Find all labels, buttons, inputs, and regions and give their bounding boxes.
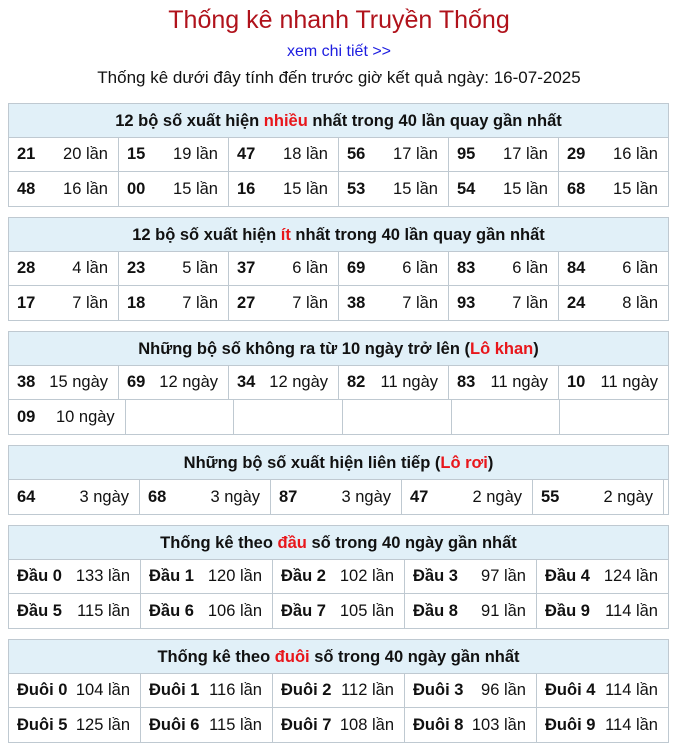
table-cell [449, 366, 559, 399]
section-title [9, 526, 668, 560]
empty-cell [234, 400, 343, 434]
section-title-pre: 12 bộ số xuất hiện [115, 112, 264, 130]
section-title-highlight: đuôi [274, 648, 310, 666]
table-cell [339, 286, 449, 320]
cell-number: Đuôi 9 [545, 715, 596, 734]
table-cell [119, 138, 229, 171]
cell-count: 18 lần [283, 145, 328, 163]
cell-count: 104 lần [75, 681, 130, 699]
table-cell [119, 366, 229, 399]
section-title-post: nhất trong 40 lần quay gần nhất [307, 112, 562, 130]
cell-count: 102 lần [339, 567, 394, 585]
section-title-post: nhất trong 40 lần quay gần nhất [290, 226, 545, 244]
table-cell [229, 366, 339, 399]
cell-number: 83 [457, 259, 476, 277]
cell-number: Đầu 6 [149, 601, 194, 620]
section-title-pre: Thống kê theo [157, 648, 275, 666]
cell-count: 7 lần [72, 293, 108, 312]
table-cell [339, 172, 449, 206]
cell-number: 93 [457, 293, 476, 312]
cell-number: 84 [567, 259, 586, 277]
table-row [9, 480, 668, 514]
cell-number: 23 [127, 259, 146, 277]
cell-count: 20 lần [63, 145, 108, 163]
table-cell [9, 172, 119, 206]
cell-number: 00 [127, 179, 146, 198]
cell-count: 115 lần [77, 601, 130, 620]
cell-count: 112 lần [341, 681, 394, 699]
cell-number: 87 [279, 487, 298, 506]
cell-number: 29 [567, 145, 586, 163]
cell-count: 11 ngày [380, 373, 438, 391]
cell-number: Đầu 9 [545, 601, 590, 620]
cell-number: 47 [410, 487, 429, 506]
cell-count: 114 lần [605, 601, 658, 620]
table-cell [229, 138, 339, 171]
table-cell [229, 252, 339, 285]
section-title [9, 446, 668, 480]
cell-number: 27 [237, 293, 256, 312]
cell-number: Đuôi 6 [149, 715, 200, 734]
cell-count: 8 lần [622, 293, 658, 312]
cell-count: 3 ngày [341, 487, 391, 506]
cell-count: 7 lần [182, 293, 218, 312]
empty-cell [126, 400, 235, 434]
table-cell [559, 252, 668, 285]
cell-number: Đuôi 4 [545, 681, 596, 699]
least-frequent-section [8, 217, 669, 321]
table-cell [402, 480, 533, 514]
cell-count: 12 ngày [159, 373, 218, 391]
section-title [9, 640, 668, 674]
page-subtitle: Thống kê dưới đây tính đến trước giờ kết quả ngày: 16-07-2025 [97, 68, 581, 87]
lo-roi-section [8, 445, 669, 515]
cell-count: 17 lần [503, 145, 548, 163]
cell-count: 133 lần [75, 567, 130, 585]
cell-number: Đuôi 8 [413, 715, 464, 734]
table-cell [559, 366, 668, 399]
section-title-pre: Thống kê theo [160, 534, 278, 552]
cell-count: 2 ngày [472, 487, 522, 506]
lo-khan-section [8, 331, 669, 435]
cell-number: 10 [567, 373, 586, 391]
table-cell [119, 172, 229, 206]
section-title-highlight: Lô rơi [440, 454, 488, 472]
cell-number: Đuôi 0 [17, 681, 68, 699]
cell-number: 47 [237, 145, 256, 163]
most-frequent-section [8, 103, 669, 207]
cell-count: 10 ngày [55, 407, 115, 426]
cell-number: Đầu 4 [545, 567, 590, 585]
cell-count: 7 lần [292, 293, 328, 312]
table-cell [537, 674, 668, 707]
table-cell [141, 594, 273, 628]
section-title-highlight: Lô khan [469, 340, 534, 358]
table-cell [141, 560, 273, 593]
cell-count: 16 lần [613, 145, 658, 163]
table-cell [273, 674, 405, 707]
table-cell [9, 366, 119, 399]
cell-count: 105 lần [339, 601, 394, 620]
section-title-pre: 12 bộ số xuất hiện [132, 226, 281, 244]
cell-number: 24 [567, 293, 586, 312]
cell-number: 69 [347, 259, 366, 277]
cell-number: 09 [17, 407, 36, 426]
cell-number: 64 [17, 487, 36, 506]
cell-count: 15 lần [613, 179, 658, 198]
table-cell [339, 138, 449, 171]
table-row [9, 594, 668, 628]
cell-count: 19 lần [173, 145, 218, 163]
table-cell [533, 480, 664, 514]
duoi-section [8, 639, 669, 743]
empty-cell [560, 400, 668, 434]
cell-count: 16 lần [63, 179, 108, 198]
table-cell [537, 560, 668, 593]
cell-number: Đầu 2 [281, 567, 326, 585]
cell-number: 38 [17, 373, 36, 391]
cell-count: 120 lần [207, 567, 262, 585]
table-cell [537, 708, 668, 742]
cell-number: 21 [17, 145, 36, 163]
cell-number: 37 [237, 259, 256, 277]
cell-number: 68 [148, 487, 167, 506]
cell-number: Đầu 7 [281, 601, 326, 620]
cell-number: Đuôi 2 [281, 681, 332, 699]
table-cell [449, 172, 559, 206]
table-cell [9, 400, 126, 434]
table-cell [141, 708, 273, 742]
cell-number: 48 [17, 179, 36, 198]
table-cell [537, 594, 668, 628]
table-row [9, 708, 668, 742]
section-title-highlight: nhiều [263, 112, 308, 130]
cell-count: 116 lần [209, 681, 262, 699]
empty-cell [343, 400, 452, 434]
table-cell [339, 366, 449, 399]
table-cell [273, 560, 405, 593]
section-title-post: số trong 40 ngày gần nhất [309, 648, 520, 666]
cell-count: 114 lần [605, 681, 658, 699]
cell-number: Đuôi 1 [149, 681, 200, 699]
table-cell [449, 138, 559, 171]
table-cell [119, 286, 229, 320]
cell-count: 11 ngày [490, 373, 548, 391]
cell-count: 15 ngày [49, 373, 108, 391]
page-title: Thống kê nhanh Truyền Thống [168, 6, 510, 34]
cell-count: 6 lần [292, 259, 328, 277]
section-title-highlight: đầu [277, 534, 307, 552]
cell-count: 2 ngày [603, 487, 653, 506]
dau-section [8, 525, 669, 629]
table-cell [9, 708, 141, 742]
cell-number: Đầu 0 [17, 567, 62, 585]
cell-number: 34 [237, 373, 256, 391]
cell-number: 18 [127, 293, 146, 312]
cell-count: 3 ngày [79, 487, 129, 506]
section-title [9, 332, 668, 366]
section-title-post: số trong 40 ngày gần nhất [306, 534, 517, 552]
table-cell [449, 286, 559, 320]
cell-count: 5 lần [182, 259, 218, 277]
cell-number: Đuôi 5 [17, 715, 68, 734]
cell-number: Đầu 3 [413, 567, 458, 585]
table-cell [273, 708, 405, 742]
cell-count: 15 lần [283, 179, 328, 198]
cell-count: 3 ngày [210, 487, 260, 506]
table-cell [9, 252, 119, 285]
table-cell [9, 560, 141, 593]
table-cell [559, 286, 668, 320]
cell-number: Đuôi 3 [413, 681, 464, 699]
detail-link[interactable]: xem chi tiết >> [286, 43, 392, 60]
cell-count: 12 ngày [269, 373, 328, 391]
table-cell [405, 708, 537, 742]
cell-count: 11 ngày [600, 373, 658, 391]
table-cell [405, 594, 537, 628]
cell-number: Đuôi 7 [281, 715, 332, 734]
cell-count: 6 lần [402, 259, 438, 277]
empty-cell [664, 480, 678, 514]
cell-count: 106 lần [207, 601, 262, 620]
cell-count: 7 lần [402, 293, 438, 312]
cell-count: 103 lần [471, 715, 526, 734]
table-cell [141, 674, 273, 707]
table-cell [229, 172, 339, 206]
cell-number: 28 [17, 259, 36, 277]
table-cell [9, 138, 119, 171]
cell-number: 56 [347, 145, 366, 163]
table-cell [9, 286, 119, 320]
cell-number: 15 [127, 145, 146, 163]
cell-number: 55 [541, 487, 560, 506]
table-cell [271, 480, 402, 514]
table-row [9, 138, 668, 172]
cell-count: 17 lần [393, 145, 438, 163]
table-row [9, 366, 668, 400]
section-title [9, 218, 668, 252]
cell-number: Đầu 8 [413, 601, 458, 620]
cell-count: 91 lần [481, 601, 526, 620]
cell-number: 82 [347, 373, 366, 391]
cell-count: 96 lần [481, 681, 526, 699]
section-title-pre: Những bộ số không ra từ 10 ngày trở lên ( [138, 340, 470, 358]
table-row [9, 400, 668, 434]
table-cell [559, 138, 668, 171]
cell-count: 6 lần [512, 259, 548, 277]
cell-number: 54 [457, 179, 476, 198]
table-cell [9, 594, 141, 628]
cell-count: 15 lần [393, 179, 438, 198]
cell-count: 97 lần [481, 567, 526, 585]
section-title-post: ) [533, 340, 539, 358]
cell-number: 16 [237, 179, 256, 198]
section-title-pre: Những bộ số xuất hiện liên tiếp ( [183, 454, 441, 472]
cell-count: 15 lần [503, 179, 548, 198]
cell-count: 125 lần [75, 715, 130, 734]
cell-number: 68 [567, 179, 586, 198]
table-cell [9, 674, 141, 707]
table-row [9, 252, 668, 286]
cell-count: 6 lần [622, 259, 658, 277]
table-cell [119, 252, 229, 285]
table-row [9, 286, 668, 320]
cell-count: 15 lần [173, 179, 218, 198]
cell-number: 69 [127, 373, 146, 391]
table-cell [140, 480, 271, 514]
cell-number: 83 [457, 373, 476, 391]
table-row [9, 674, 668, 708]
table-cell [559, 172, 668, 206]
section-title-post: ) [487, 454, 494, 472]
table-cell [339, 252, 449, 285]
table-cell [405, 560, 537, 593]
cell-count: 7 lần [512, 293, 548, 312]
cell-count: 4 lần [72, 259, 108, 277]
table-cell [273, 594, 405, 628]
table-cell [449, 252, 559, 285]
cell-number: Đầu 5 [17, 601, 62, 620]
table-cell [9, 480, 140, 514]
cell-number: 53 [347, 179, 366, 198]
cell-count: 114 lần [605, 715, 658, 734]
cell-number: 95 [457, 145, 476, 163]
table-cell [229, 286, 339, 320]
section-title [9, 104, 668, 138]
table-row [9, 172, 668, 206]
cell-number: 38 [347, 293, 366, 312]
empty-cell [452, 400, 561, 434]
cell-count: 115 lần [209, 715, 262, 734]
table-cell [405, 674, 537, 707]
table-row [9, 560, 668, 594]
cell-number: 17 [17, 293, 36, 312]
cell-number: Đầu 1 [149, 567, 194, 585]
section-title-highlight: ít [280, 226, 291, 244]
cell-count: 124 lần [603, 567, 658, 585]
cell-count: 108 lần [339, 715, 394, 734]
